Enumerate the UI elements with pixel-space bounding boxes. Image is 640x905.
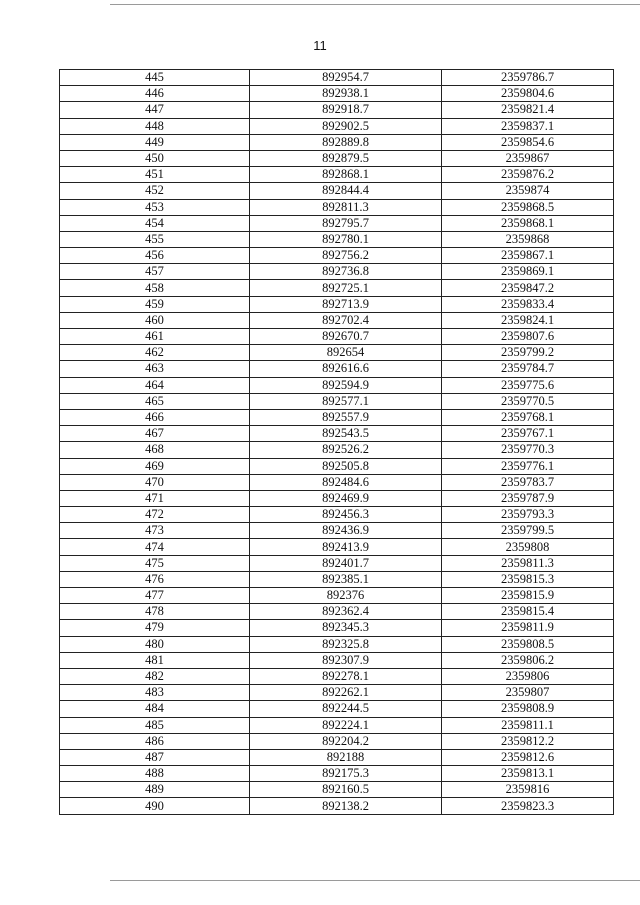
table-row — [60, 102, 614, 118]
x-coordinate-cell: 892616.6 — [250, 361, 442, 377]
table-row — [60, 70, 614, 86]
table-row — [60, 409, 614, 425]
point-number-cell: 445 — [60, 70, 250, 86]
point-number-cell: 459 — [60, 296, 250, 312]
y-coordinate-cell: 2359837.1 — [442, 118, 614, 134]
x-coordinate-cell: 892436.9 — [250, 523, 442, 539]
table-row — [60, 604, 614, 620]
x-coordinate-cell: 892244.5 — [250, 701, 442, 717]
point-number-cell: 472 — [60, 507, 250, 523]
y-coordinate-cell: 2359786.7 — [442, 70, 614, 86]
y-coordinate-cell: 2359808.5 — [442, 636, 614, 652]
x-coordinate-cell: 892577.1 — [250, 393, 442, 409]
x-coordinate-cell: 892795.7 — [250, 215, 442, 231]
x-coordinate-cell: 892469.9 — [250, 490, 442, 506]
table-row — [60, 118, 614, 134]
y-coordinate-cell: 2359799.2 — [442, 345, 614, 361]
y-coordinate-cell: 2359815.3 — [442, 571, 614, 587]
table-row — [60, 620, 614, 636]
point-number-cell: 446 — [60, 86, 250, 102]
y-coordinate-cell: 2359793.3 — [442, 507, 614, 523]
coordinates-table-body — [60, 70, 614, 815]
table-row — [60, 507, 614, 523]
y-coordinate-cell: 2359868.5 — [442, 199, 614, 215]
y-coordinate-cell: 2359868 — [442, 231, 614, 247]
point-number-cell: 462 — [60, 345, 250, 361]
table-row — [60, 458, 614, 474]
x-coordinate-cell: 892160.5 — [250, 782, 442, 798]
x-coordinate-cell: 892456.3 — [250, 507, 442, 523]
x-coordinate-cell: 892376 — [250, 588, 442, 604]
table-row — [60, 523, 614, 539]
x-coordinate-cell: 892594.9 — [250, 377, 442, 393]
table-row — [60, 588, 614, 604]
table-row — [60, 361, 614, 377]
point-number-cell: 482 — [60, 668, 250, 684]
x-coordinate-cell: 892413.9 — [250, 539, 442, 555]
point-number-cell: 477 — [60, 588, 250, 604]
point-number-cell: 454 — [60, 215, 250, 231]
point-number-cell: 456 — [60, 248, 250, 264]
y-coordinate-cell: 2359874 — [442, 183, 614, 199]
table-row — [60, 280, 614, 296]
x-coordinate-cell: 892204.2 — [250, 733, 442, 749]
y-coordinate-cell: 2359807 — [442, 685, 614, 701]
point-number-cell: 475 — [60, 555, 250, 571]
x-coordinate-cell: 892902.5 — [250, 118, 442, 134]
y-coordinate-cell: 2359854.6 — [442, 134, 614, 150]
x-coordinate-cell: 892879.5 — [250, 150, 442, 166]
point-number-cell: 479 — [60, 620, 250, 636]
y-coordinate-cell: 2359811.1 — [442, 717, 614, 733]
x-coordinate-cell: 892811.3 — [250, 199, 442, 215]
y-coordinate-cell: 2359776.1 — [442, 458, 614, 474]
scan-edge-line-top — [110, 4, 640, 5]
table-row — [60, 798, 614, 814]
y-coordinate-cell: 2359806 — [442, 668, 614, 684]
table-row — [60, 134, 614, 150]
x-coordinate-cell: 892889.8 — [250, 134, 442, 150]
table-row — [60, 248, 614, 264]
x-coordinate-cell: 892188 — [250, 749, 442, 765]
point-number-cell: 489 — [60, 782, 250, 798]
point-number-cell: 449 — [60, 134, 250, 150]
table-row — [60, 782, 614, 798]
x-coordinate-cell: 892654 — [250, 345, 442, 361]
point-number-cell: 468 — [60, 442, 250, 458]
point-number-cell: 480 — [60, 636, 250, 652]
y-coordinate-cell: 2359784.7 — [442, 361, 614, 377]
y-coordinate-cell: 2359768.1 — [442, 409, 614, 425]
x-coordinate-cell: 892484.6 — [250, 474, 442, 490]
x-coordinate-cell: 892138.2 — [250, 798, 442, 814]
table-row — [60, 312, 614, 328]
table-row — [60, 215, 614, 231]
table-row — [60, 490, 614, 506]
point-number-cell: 452 — [60, 183, 250, 199]
point-number-cell: 469 — [60, 458, 250, 474]
x-coordinate-cell: 892401.7 — [250, 555, 442, 571]
y-coordinate-cell: 2359815.4 — [442, 604, 614, 620]
y-coordinate-cell: 2359833.4 — [442, 296, 614, 312]
table-row — [60, 571, 614, 587]
table-row — [60, 86, 614, 102]
y-coordinate-cell: 2359868.1 — [442, 215, 614, 231]
x-coordinate-cell: 892557.9 — [250, 409, 442, 425]
point-number-cell: 461 — [60, 329, 250, 345]
x-coordinate-cell: 892918.7 — [250, 102, 442, 118]
x-coordinate-cell: 892175.3 — [250, 766, 442, 782]
y-coordinate-cell: 2359867.1 — [442, 248, 614, 264]
y-coordinate-cell: 2359767.1 — [442, 426, 614, 442]
y-coordinate-cell: 2359824.1 — [442, 312, 614, 328]
y-coordinate-cell: 2359812.2 — [442, 733, 614, 749]
y-coordinate-cell: 2359775.6 — [442, 377, 614, 393]
point-number-cell: 487 — [60, 749, 250, 765]
table-row — [60, 231, 614, 247]
y-coordinate-cell: 2359804.6 — [442, 86, 614, 102]
table-row — [60, 393, 614, 409]
point-number-cell: 476 — [60, 571, 250, 587]
table-row — [60, 539, 614, 555]
point-number-cell: 478 — [60, 604, 250, 620]
y-coordinate-cell: 2359812.6 — [442, 749, 614, 765]
point-number-cell: 467 — [60, 426, 250, 442]
x-coordinate-cell: 892725.1 — [250, 280, 442, 296]
table-row — [60, 426, 614, 442]
y-coordinate-cell: 2359811.9 — [442, 620, 614, 636]
point-number-cell: 485 — [60, 717, 250, 733]
y-coordinate-cell: 2359806.2 — [442, 652, 614, 668]
table-row — [60, 701, 614, 717]
point-number-cell: 488 — [60, 766, 250, 782]
y-coordinate-cell: 2359876.2 — [442, 167, 614, 183]
point-number-cell: 474 — [60, 539, 250, 555]
table-row — [60, 733, 614, 749]
point-number-cell: 484 — [60, 701, 250, 717]
table-row — [60, 685, 614, 701]
y-coordinate-cell: 2359770.5 — [442, 393, 614, 409]
table-row — [60, 150, 614, 166]
y-coordinate-cell: 2359821.4 — [442, 102, 614, 118]
x-coordinate-cell: 892938.1 — [250, 86, 442, 102]
point-number-cell: 481 — [60, 652, 250, 668]
x-coordinate-cell: 892543.5 — [250, 426, 442, 442]
y-coordinate-cell: 2359847.2 — [442, 280, 614, 296]
table-row — [60, 636, 614, 652]
table-row — [60, 264, 614, 280]
table-row — [60, 749, 614, 765]
table-row — [60, 668, 614, 684]
y-coordinate-cell: 2359783.7 — [442, 474, 614, 490]
x-coordinate-cell: 892844.4 — [250, 183, 442, 199]
x-coordinate-cell: 892670.7 — [250, 329, 442, 345]
y-coordinate-cell: 2359787.9 — [442, 490, 614, 506]
table-row — [60, 329, 614, 345]
x-coordinate-cell: 892362.4 — [250, 604, 442, 620]
point-number-cell: 470 — [60, 474, 250, 490]
x-coordinate-cell: 892713.9 — [250, 296, 442, 312]
table-row — [60, 199, 614, 215]
y-coordinate-cell: 2359807.6 — [442, 329, 614, 345]
y-coordinate-cell: 2359823.3 — [442, 798, 614, 814]
point-number-cell: 460 — [60, 312, 250, 328]
x-coordinate-cell: 892262.1 — [250, 685, 442, 701]
point-number-cell: 465 — [60, 393, 250, 409]
point-number-cell: 490 — [60, 798, 250, 814]
point-number-cell: 463 — [60, 361, 250, 377]
point-number-cell: 458 — [60, 280, 250, 296]
point-number-cell: 486 — [60, 733, 250, 749]
point-number-cell: 466 — [60, 409, 250, 425]
x-coordinate-cell: 892868.1 — [250, 167, 442, 183]
table-row — [60, 766, 614, 782]
point-number-cell: 457 — [60, 264, 250, 280]
x-coordinate-cell: 892954.7 — [250, 70, 442, 86]
page-number: 11 — [313, 38, 327, 53]
y-coordinate-cell: 2359867 — [442, 150, 614, 166]
table-row — [60, 167, 614, 183]
point-number-cell: 447 — [60, 102, 250, 118]
x-coordinate-cell: 892526.2 — [250, 442, 442, 458]
x-coordinate-cell: 892325.8 — [250, 636, 442, 652]
point-number-cell: 451 — [60, 167, 250, 183]
table-row — [60, 345, 614, 361]
y-coordinate-cell: 2359770.3 — [442, 442, 614, 458]
point-number-cell: 471 — [60, 490, 250, 506]
table-row — [60, 652, 614, 668]
y-coordinate-cell: 2359808 — [442, 539, 614, 555]
x-coordinate-cell: 892224.1 — [250, 717, 442, 733]
x-coordinate-cell: 892278.1 — [250, 668, 442, 684]
x-coordinate-cell: 892345.3 — [250, 620, 442, 636]
coordinates-table — [59, 69, 614, 815]
point-number-cell: 473 — [60, 523, 250, 539]
point-number-cell: 464 — [60, 377, 250, 393]
table-row — [60, 296, 614, 312]
y-coordinate-cell: 2359799.5 — [442, 523, 614, 539]
x-coordinate-cell: 892505.8 — [250, 458, 442, 474]
x-coordinate-cell: 892385.1 — [250, 571, 442, 587]
point-number-cell: 448 — [60, 118, 250, 134]
scan-edge-line-bottom — [110, 880, 640, 881]
point-number-cell: 450 — [60, 150, 250, 166]
y-coordinate-cell: 2359816 — [442, 782, 614, 798]
point-number-cell: 455 — [60, 231, 250, 247]
table-row — [60, 377, 614, 393]
x-coordinate-cell: 892780.1 — [250, 231, 442, 247]
x-coordinate-cell: 892307.9 — [250, 652, 442, 668]
point-number-cell: 453 — [60, 199, 250, 215]
y-coordinate-cell: 2359808.9 — [442, 701, 614, 717]
table-row — [60, 555, 614, 571]
y-coordinate-cell: 2359815.9 — [442, 588, 614, 604]
table-row — [60, 474, 614, 490]
x-coordinate-cell: 892756.2 — [250, 248, 442, 264]
table-row — [60, 717, 614, 733]
y-coordinate-cell: 2359869.1 — [442, 264, 614, 280]
table-row — [60, 442, 614, 458]
y-coordinate-cell: 2359811.3 — [442, 555, 614, 571]
y-coordinate-cell: 2359813.1 — [442, 766, 614, 782]
table-row — [60, 183, 614, 199]
x-coordinate-cell: 892702.4 — [250, 312, 442, 328]
x-coordinate-cell: 892736.8 — [250, 264, 442, 280]
point-number-cell: 483 — [60, 685, 250, 701]
